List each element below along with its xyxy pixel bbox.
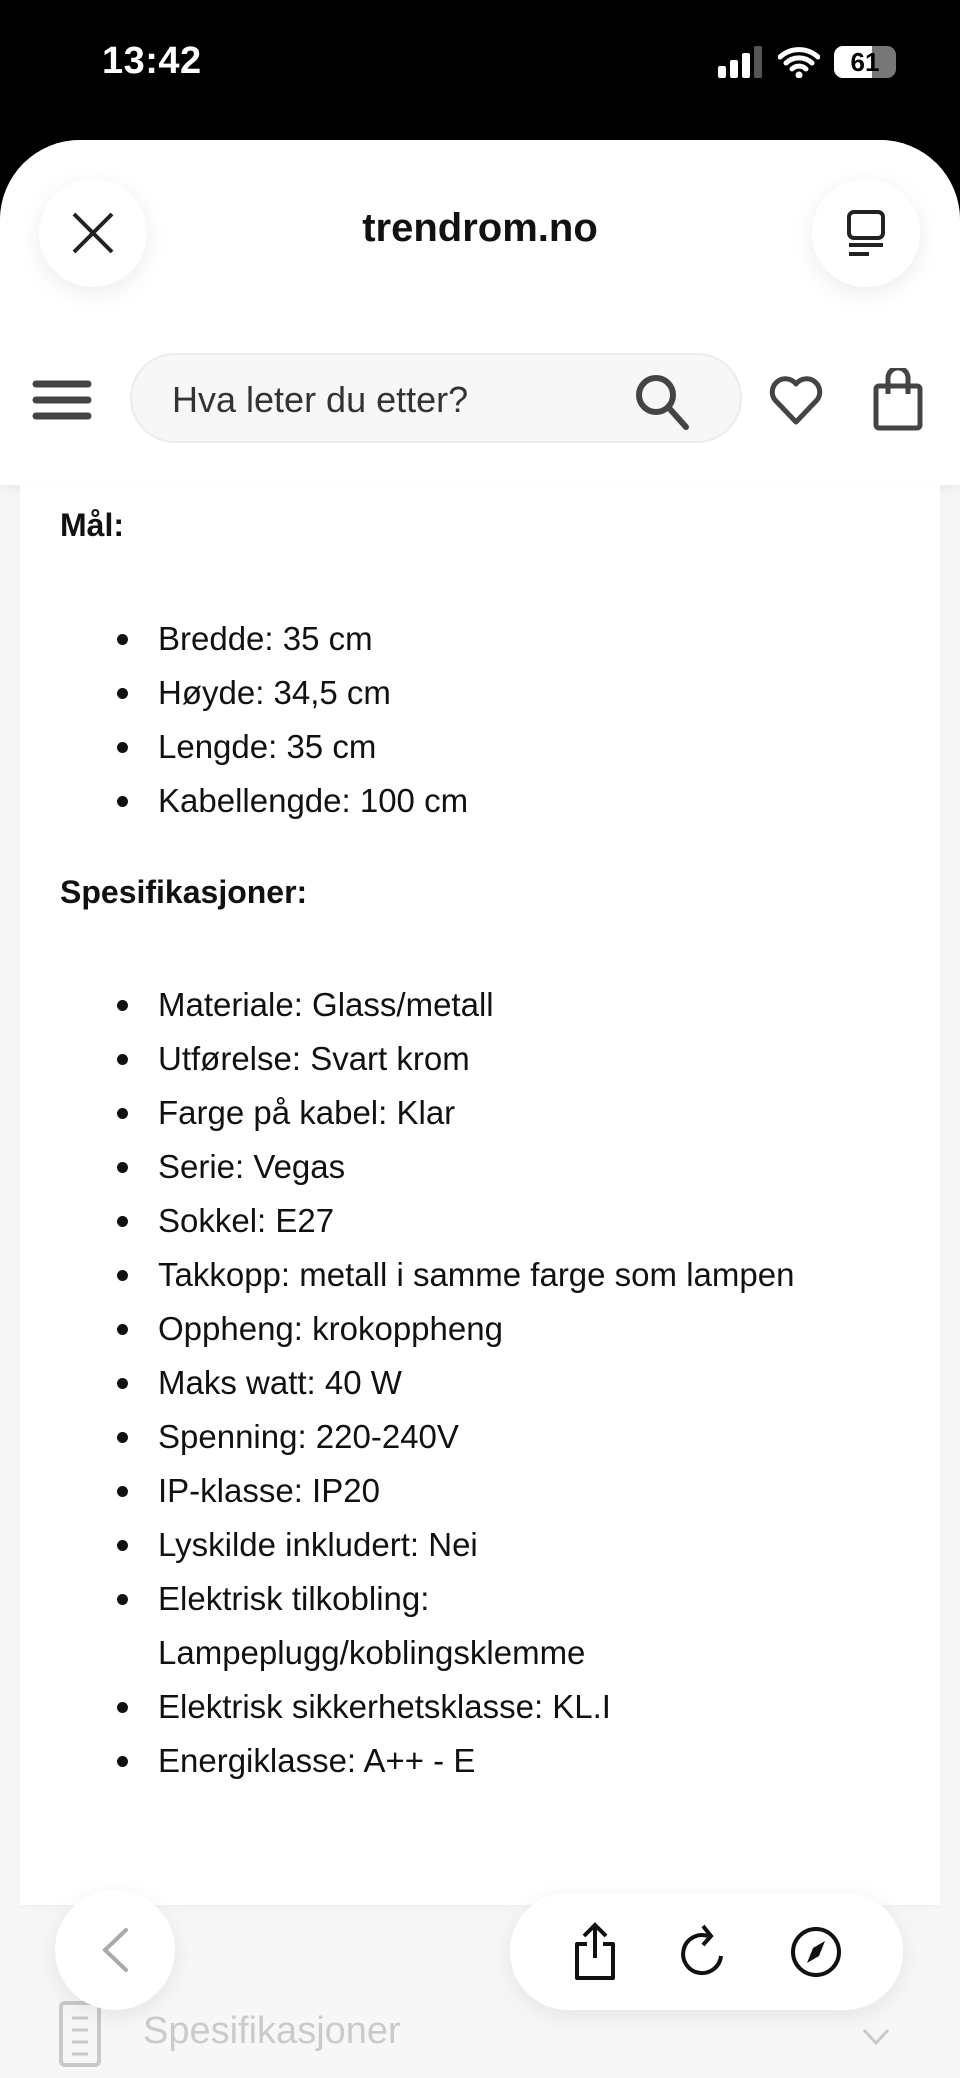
dimensions-list [20,612,468,828]
reader-icon [846,209,886,257]
back-button[interactable] [55,1890,175,2010]
battery-level: 61 [850,47,880,77]
chevron-down-icon [862,2028,890,2046]
search-icon[interactable] [632,371,692,431]
shopping-bag-icon[interactable] [872,368,924,432]
accordion-label: Spesifikasjoner [143,2010,401,2052]
list-item: Serie: Vegas [20,1140,794,1194]
wishlist-heart-icon[interactable] [768,372,824,428]
document-icon [58,2000,102,2068]
list-item: Energiklasse: A++ - E [20,1734,794,1788]
top-bar [0,140,960,485]
list-item: Spenning: 220-240V [20,1410,794,1464]
battery-icon [834,46,896,78]
list-item: IP-klasse: IP20 [20,1464,794,1518]
search-placeholder: Hva leter du etter? [172,379,469,420]
specs-heading: Spesifikasjoner: [60,874,308,910]
list-item: Lengde: 35 cm [20,720,468,774]
clock: 13:42 [102,40,202,82]
browser-toolbar [510,1893,903,2010]
list-item: Farge på kabel: Klar [20,1086,794,1140]
signal-icon [718,46,764,78]
list-item: Høyde: 34,5 cm [20,666,468,720]
list-item: Utførelse: Svart krom [20,1032,794,1086]
site-title: trendrom.no [362,206,598,250]
list-item: Takkopp: metall i samme farge som lampen [20,1248,794,1302]
list-item: Lyskilde inkludert: Nei [20,1518,794,1572]
list-item: Bredde: 35 cm [20,612,468,666]
browser-sheet [0,140,960,2078]
list-item: Elektrisk sikkerhetsklasse: KL.I [20,1680,794,1734]
status-bar [0,0,960,140]
compass-icon[interactable] [789,1925,843,1979]
search-input[interactable] [130,353,742,443]
share-icon[interactable] [570,1922,620,1982]
specs-accordion[interactable] [0,2000,960,2078]
tabs-menu-button[interactable] [812,179,920,287]
chevron-left-icon [100,1927,130,1973]
list-item: Sokkel: E27 [20,1194,794,1248]
list-item: Kabellengde: 100 cm [20,774,468,828]
list-item-continuation: Lampeplugg/koblingsklemme [158,1634,586,1671]
list-item: Materiale: Glass/metall [20,978,794,1032]
wifi-icon [778,46,820,78]
specs-list [20,978,794,1788]
product-description [20,485,940,1905]
list-item: Elektrisk tilkobling: [20,1572,794,1626]
reload-icon[interactable] [679,1922,729,1982]
list-item: Oppheng: krokoppheng [20,1302,794,1356]
list-item: Maks watt: 40 W [20,1356,794,1410]
dimensions-heading: Mål: [60,507,124,543]
hamburger-menu-icon[interactable] [32,380,92,420]
